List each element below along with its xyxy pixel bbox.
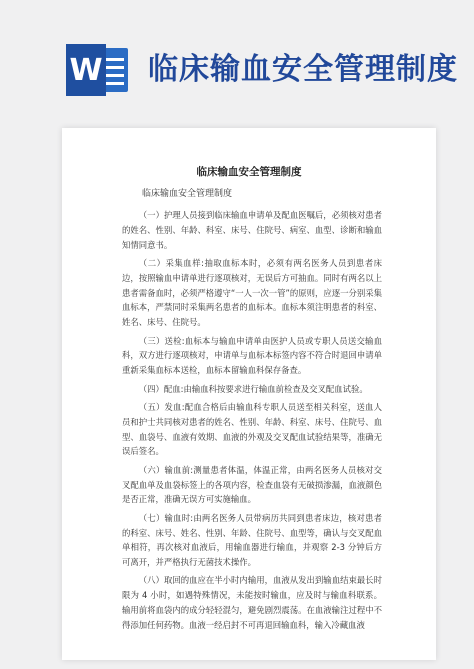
paragraph-1: （一）护理人员接到临床输血申请单及配血医嘱后，必须核对患者的姓名、性别、年龄、科室、床号、住院号、病室、血型、诊断和输血知情同意书。: [122, 210, 382, 250]
header-banner: [0, 0, 474, 130]
paragraph-8: （八）取回的血应在半小时内输用，血液从发出到输血结束最长时限为 4 小时，如遇特殊情况，未能按时输血，应及时与输血科联系。输用前将血袋内的成分轻轻混匀，避免剧烈震荡。在血液输注过程中不得添加任何药物。血液一经启封不可再退回输血科，输入冷藏血液: [122, 575, 382, 630]
word-logo-letter: W: [66, 44, 106, 96]
document-title: 临床输血安全管理制度: [196, 166, 302, 178]
paragraph-2: （二）采集血样:抽取血标本时，必须有两名医务人员到患者床边，按照输血申请单进行逐项核对，无误后方可抽血。同时有两名以上患者需备血时，必须严格遵守“一人一次一管”的原则，应逐一分别采集血标本，严禁同时采集两名患者的血标本。血标本须注明患者的科室、姓名、床号、住院号。: [122, 257, 382, 328]
paragraph-5: （五）发血:配血合格后由输血科专职人员送至相关科室，送血人员和护士共同核对患者的姓名、性别、年龄、科室、床号、住院号、血型、血袋号、血液有效期、血液的外观及交叉配血试验结果等，准确无误后签名。: [122, 401, 382, 457]
paragraph-6: （六）输血前:测量患者体温，体温正常，由两名医务人员核对交叉配血单及血袋标签上的各项内容，检查血袋有无破损渗漏，血液颜色是否正常，准确无误方可实施输血。: [122, 464, 382, 505]
banner-title: 临床输血安全管理制度: [148, 52, 458, 87]
paragraph-7: （七）输血时:由两名医务人员带病历共同到患者床边，核对患者的科室、床号、姓名、性别、年龄、住院号、血型等，确认与交叉配血单相符，再次核对血液后，用输血器进行输血，并观察 2-3 分钟后方可离开，并严格执行无菌技术操作。: [122, 512, 382, 568]
word-logo-icon: [66, 44, 130, 96]
document-heading: 临床输血安全管理制度: [142, 189, 233, 199]
paragraph-4: （四）配血:由输血科按要求进行输血前检查及交叉配血试验。: [138, 383, 368, 394]
document-page: [62, 128, 436, 660]
document-body: [122, 208, 382, 636]
paragraph-3: （三）送检:血标本与输血申请单由医护人员或专职人员送交输血科，双方进行逐项核对，申请单与血标本标签内容不符合时退回申请单重新采集血标本送检，血标本留输血科保存备查。: [122, 335, 382, 376]
